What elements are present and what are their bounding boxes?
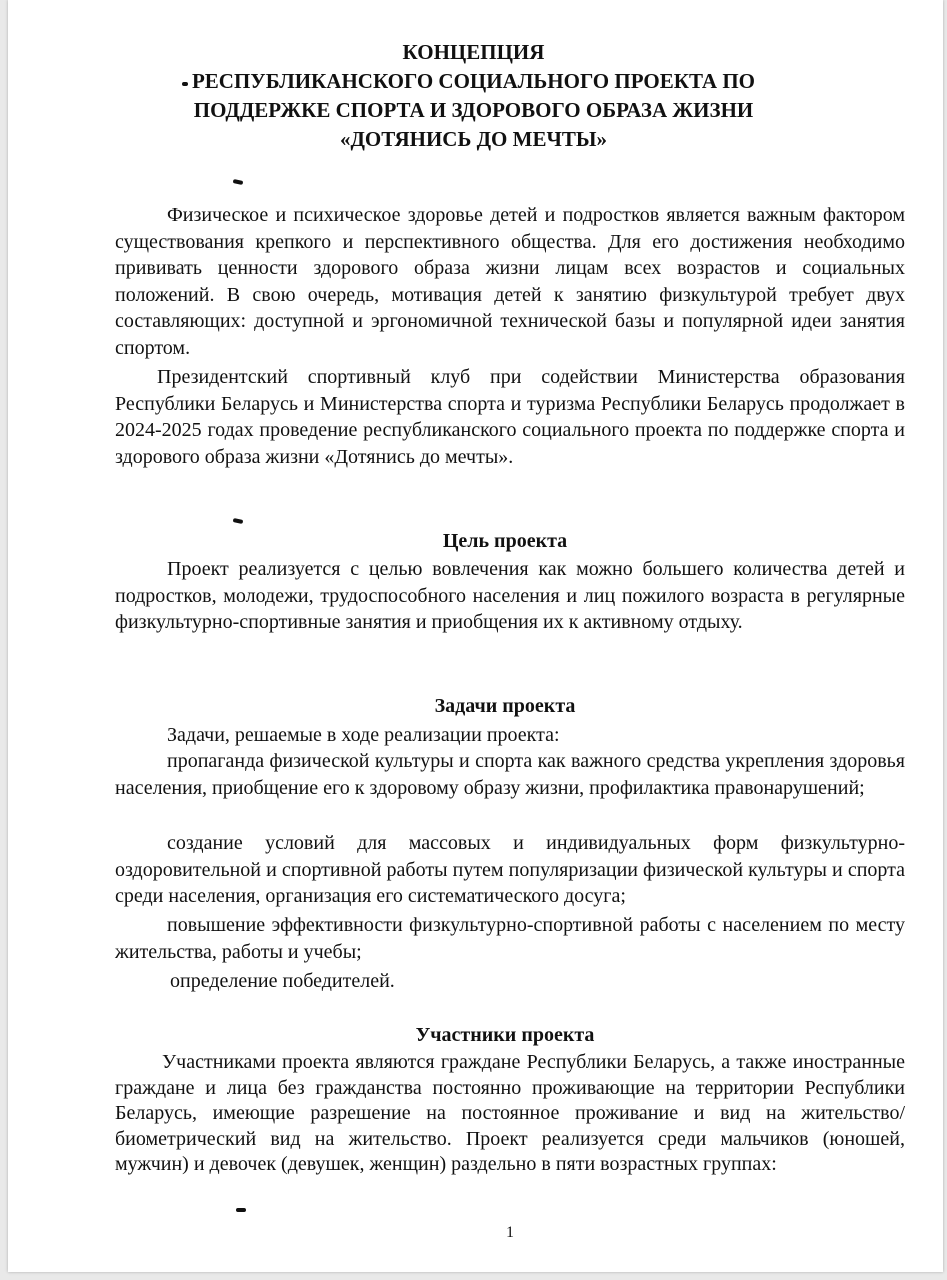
task-item-2: создание условий для массовых и индивидуальных форм физкультурно-оздоровительной и спортивной работы путем популяризации физической культуры и спорта среди населения, организация его систематического досуга; xyxy=(115,832,905,907)
task-item-4: определение победителей. xyxy=(170,970,395,992)
tasks-intro: Задачи, решаемые в ходе реализации проекта: xyxy=(167,724,560,746)
intro-paragraph-1: Физическое и психическое здоровье детей и подростков является важным фактором существования крепкого и перспективного общества. Для его достижения необходимо прививать ценности здорового образа жизни лицам всех возрастов и социальных положений. В свою очередь, мотивация детей к занятию физкультурой требует двух составляющих: доступной и эргономичной технической базы и популярной идеи занятия спортом. xyxy=(115,204,905,359)
page-number: 1 xyxy=(506,1224,514,1241)
title-line-2: РЕСПУБЛИКАНСКОГО СОЦИАЛЬНОГО ПРОЕКТА ПО xyxy=(191,69,756,93)
title-line-3: ПОДДЕРЖКЕ СПОРТА И ЗДОРОВОГО ОБРАЗА ЖИЗНИ xyxy=(193,98,754,122)
task-item-1: пропаганда физической культуры и спорта как важного средства укрепления здоровья населения, приобщение его к здоровому образу жизни, профилактика правонарушений; xyxy=(115,750,905,799)
title-line-1: КОНЦЕПЦИЯ xyxy=(402,40,545,64)
goal-heading: Цель проекта xyxy=(442,530,568,552)
title-line-4: «ДОТЯНИСЬ ДО МЕЧТЫ» xyxy=(339,127,608,151)
scan-speck xyxy=(236,1208,246,1212)
scan-speck xyxy=(182,82,188,86)
tasks-heading: Задачи проекта xyxy=(434,695,576,717)
document-title xyxy=(0,38,947,154)
goal-text: Проект реализуется с целью вовлечения как можно большего количества детей и подростков, молодежи, трудоспособного населения и лиц пожилого возраста в регулярные физкультурно-спортивные занятия и приобщения их к активному отдыху. xyxy=(115,558,905,633)
participants-text: Участниками проекта являются граждане Республики Беларусь, а также иностранные граждане и лица без гражданства постоянно проживающие на территории Республики Беларусь, имеющие разрешение на постоянное проживание и вид на жительство/биометрический вид на жительство. Проект реализуется среди мальчиков (юношей, мужчин) и девочек (девушек, женщин) раздельно в пяти возрастных группах: xyxy=(115,1051,905,1175)
intro-paragraph-2: Президентский спортивный клуб при содействии Министерства образования Республики Беларусь и Министерства спорта и туризма Республики Беларусь продолжает в 2024-2025 годах проведение республиканского социального проекта по поддержке спорта и здорового образа жизни «Дотянись до мечты». xyxy=(115,366,905,468)
task-item-3: повышение эффективности физкультурно-спортивной работы с населением по месту жительства, работы и учебы; xyxy=(115,914,905,963)
participants-heading: Участники проекта xyxy=(415,1024,595,1046)
